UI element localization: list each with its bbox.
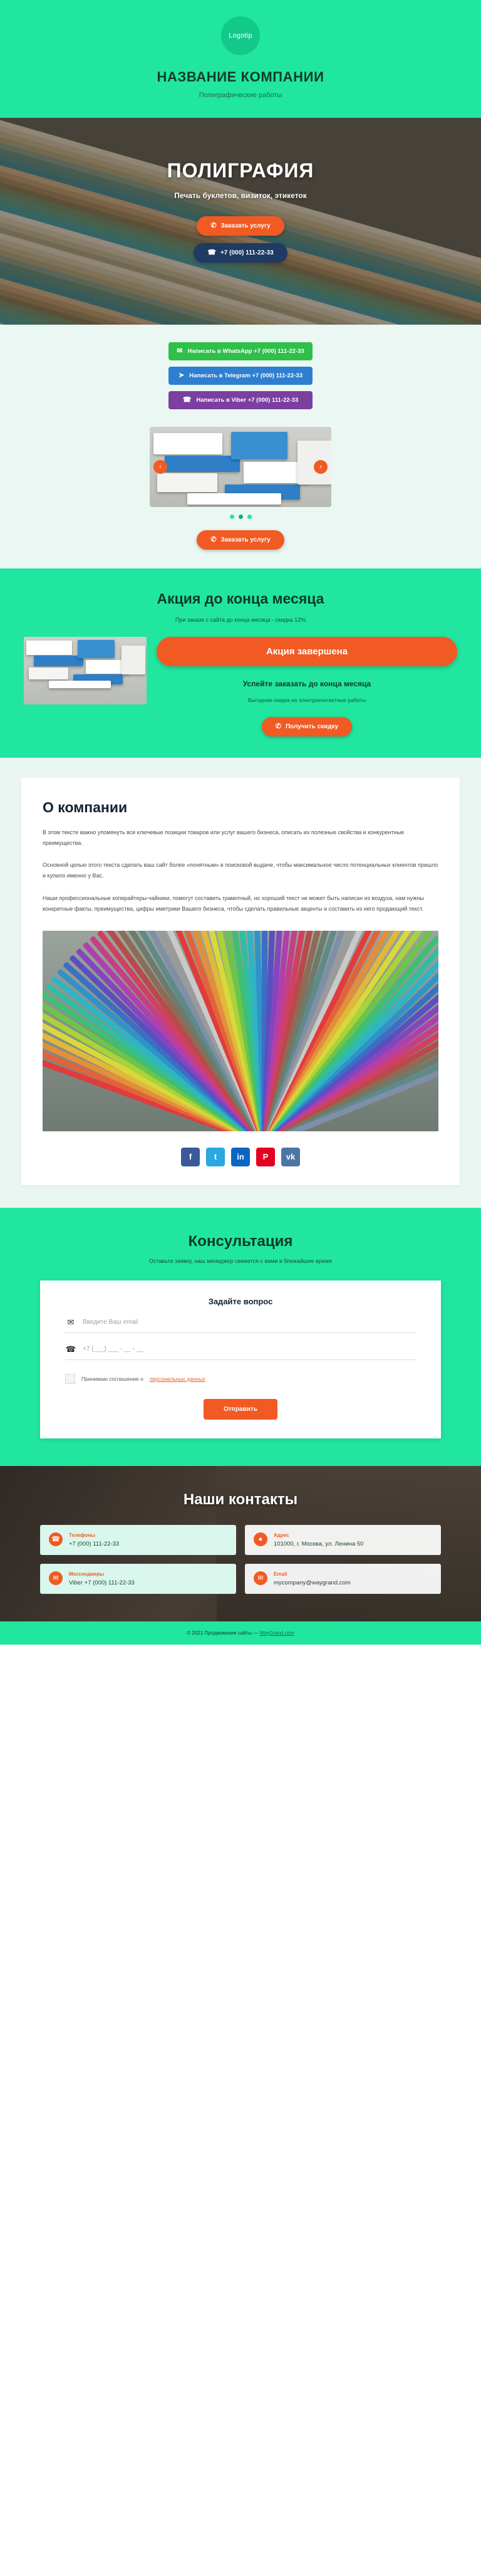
- contact-card-address: [245, 1525, 441, 1555]
- contacts-section: [0, 1466, 481, 1621]
- contact-value: 101000, г. Москва, ул. Ленина 50: [274, 1540, 364, 1547]
- pinterest-icon[interactable]: P: [256, 1148, 275, 1166]
- consultation-title: Консультация: [188, 1232, 293, 1250]
- submit-button[interactable]: Отправить: [204, 1399, 277, 1420]
- about-title: О компании: [43, 799, 128, 816]
- consent-text: Принимаю соглашение о: [81, 1375, 143, 1382]
- promo-heading: Успейте заказать до конца месяца: [242, 679, 371, 688]
- hero-title: ПОЛИГРАФИЯ: [167, 159, 314, 182]
- mail-icon: ✉: [67, 1317, 75, 1327]
- phone-icon: ✆: [275, 723, 281, 731]
- contact-value[interactable]: mycompany@waygrand.com: [274, 1579, 351, 1586]
- hero-phone-button[interactable]: [194, 243, 287, 263]
- gallery-order-label: Заказать услугу: [220, 537, 271, 543]
- telegram-icon: ➤: [178, 372, 185, 379]
- promo-discount-button[interactable]: [262, 717, 352, 736]
- email-field-row: [65, 1317, 416, 1333]
- slide-image: [150, 427, 331, 507]
- slider-dots: [0, 515, 481, 519]
- promo-section: [0, 568, 481, 758]
- footer-link[interactable]: WayGrand.com: [259, 1630, 294, 1636]
- phone-icon: ☎: [65, 1344, 76, 1354]
- email-field[interactable]: [83, 1319, 416, 1326]
- hero-order-label: Заказать услугу: [220, 223, 271, 229]
- logo[interactable]: Logotip: [221, 16, 260, 55]
- about-paragraph-2: Основной целью этого текста сделать ваш сайт более «понятным» в поисковой выдаче, чтобы максимальное число потенциальных клиентов пришло и купило именно у Вас.: [43, 862, 438, 879]
- slider-dot-3[interactable]: [247, 515, 252, 519]
- contact-label: Адрес: [274, 1532, 289, 1538]
- whatsapp-label: Написать в WhatsApp +7 (000) 111-22-33: [187, 348, 304, 355]
- facebook-icon[interactable]: f: [181, 1148, 200, 1166]
- page-tagline: Полиграфические работы: [199, 92, 282, 99]
- promo-title: Акция до конца месяца: [157, 590, 324, 607]
- slider-dot-1[interactable]: [230, 515, 234, 519]
- slider-dot-2[interactable]: [239, 515, 243, 519]
- hero-order-button[interactable]: [197, 216, 284, 236]
- about-section: [0, 758, 481, 1208]
- social-links: [43, 1148, 438, 1166]
- site-header: [0, 0, 481, 118]
- about-paragraph-3: Наши профессиональные копирайтеры-чайники, помогут составить грамотный, но хороший текст не может быть написан из воздуха, нам нужны конкретные факты, преимущества, цифры иметрики Вашего бизнеса, чтобы сделать правильные акценты и составить из него продающий текст.: [43, 894, 424, 912]
- copyright-text: © 2021 Продвижение сайты —: [187, 1630, 259, 1636]
- contact-form: [40, 1280, 441, 1438]
- contact-card-phones: [40, 1525, 236, 1555]
- phone-icon: ☎: [49, 1532, 63, 1546]
- pin-icon: ●: [254, 1532, 267, 1546]
- promo-subtitle: При заказе с сайта до конца месяца - скидка 12%: [175, 616, 306, 623]
- chevron-right-icon: ›: [319, 463, 322, 471]
- gallery-section: [0, 423, 481, 568]
- phone-icon: ✆: [210, 222, 217, 229]
- chat-icon: ✉: [49, 1571, 63, 1585]
- contacts-title: Наши контакты: [183, 1490, 298, 1508]
- contact-label: Телефоны: [69, 1532, 95, 1538]
- phone-icon: ☎: [207, 249, 216, 256]
- slider-prev-button[interactable]: [153, 460, 167, 474]
- about-paragraph-1: В этом тексте важно упомянуть все ключевые позиции товаров или услуг вашего бизнеса, описать их полезные свойства и конкурентные преимущества.: [43, 829, 405, 847]
- contact-label: Мессенджеры: [69, 1571, 104, 1577]
- phone-field-row: [65, 1344, 416, 1360]
- messenger-buttons: [0, 325, 481, 423]
- consent-checkbox[interactable]: [65, 1374, 75, 1384]
- mail-icon: ✉: [254, 1571, 267, 1585]
- image-slider[interactable]: [150, 427, 331, 507]
- phone-icon: ✆: [210, 536, 217, 543]
- contact-card-email: [245, 1564, 441, 1594]
- promo-discount-label: Получить скидку: [285, 723, 339, 731]
- promo-badge[interactable]: Акция завершена: [157, 637, 457, 666]
- contact-value[interactable]: +7 (000) 111-22-33: [69, 1540, 120, 1547]
- contact-label: Email: [274, 1571, 287, 1577]
- hero-section: [0, 118, 481, 325]
- phone-field[interactable]: [83, 1346, 416, 1353]
- form-title: Задайте вопрос: [208, 1296, 273, 1306]
- chevron-left-icon: ‹: [159, 463, 162, 471]
- promo-text: Выгодная скидка на электроконтактные работы: [247, 697, 366, 704]
- site-footer: [0, 1621, 481, 1645]
- whatsapp-icon: ✉: [177, 347, 183, 355]
- consultation-subtitle: Оставьте заявку, наш менеджер свяжется с вами в ближайшее время: [149, 1257, 332, 1264]
- promo-image: [24, 637, 147, 704]
- hero-phone-label: +7 (000) 111-22-33: [220, 249, 274, 256]
- whatsapp-button[interactable]: [168, 342, 313, 360]
- linkedin-icon[interactable]: in: [231, 1148, 250, 1166]
- viber-label: Написать в Viber +7 (000) 111-22-33: [196, 397, 299, 404]
- page-title: НАЗВАНИЕ КОМПАНИИ: [157, 69, 324, 85]
- telegram-button[interactable]: [168, 367, 313, 385]
- consultation-section: [0, 1208, 481, 1466]
- viber-button[interactable]: [168, 391, 313, 409]
- consent-row: [65, 1374, 416, 1384]
- about-photo: [43, 931, 438, 1131]
- hero-subtitle: Печать буклетов, визиток, этикеток: [174, 191, 307, 200]
- contact-value[interactable]: Viber +7 (000) 111-22-33: [69, 1579, 135, 1586]
- telegram-label: Написать в Telegram +7 (000) 111-22-33: [189, 372, 303, 379]
- slider-next-button[interactable]: [314, 460, 328, 474]
- viber-icon: ☎: [182, 396, 192, 404]
- twitter-icon[interactable]: t: [206, 1148, 225, 1166]
- contact-card-messengers: [40, 1564, 236, 1594]
- vk-icon[interactable]: vk: [281, 1148, 300, 1166]
- gallery-order-button[interactable]: [197, 530, 284, 550]
- privacy-policy-link[interactable]: персональных данных: [149, 1375, 205, 1382]
